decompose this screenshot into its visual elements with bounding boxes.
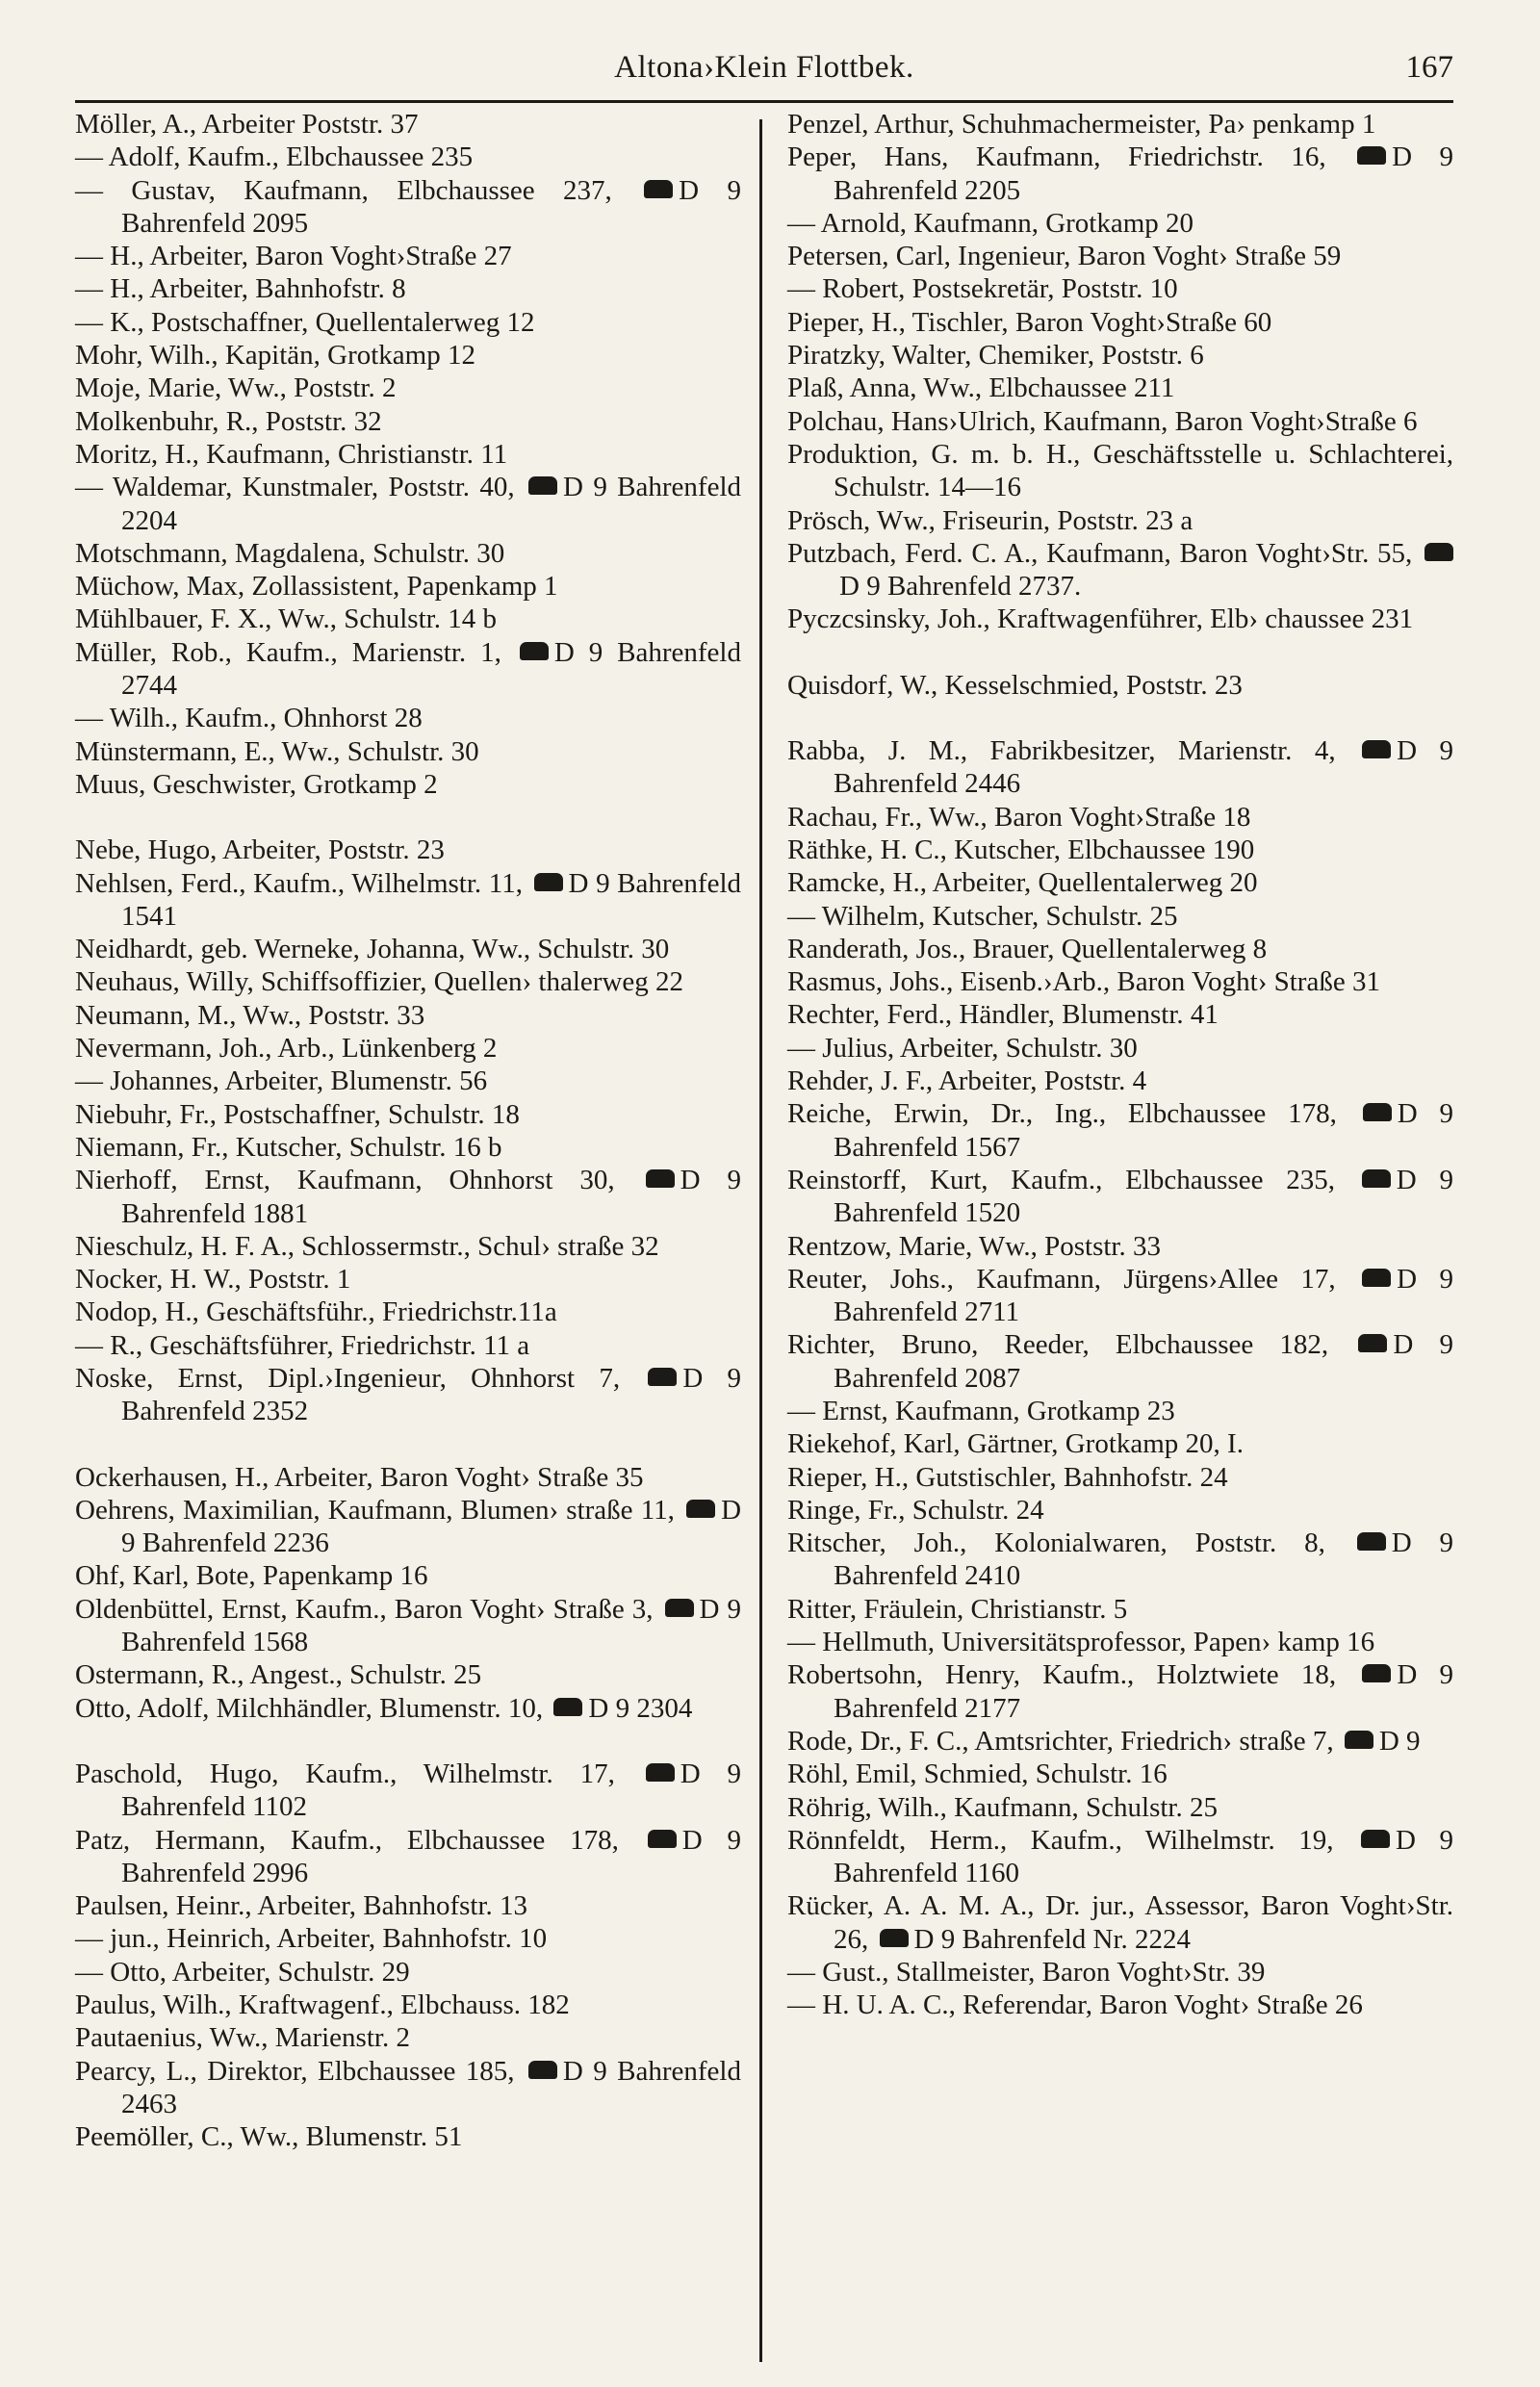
entry-text: Moje, Marie, Ww., Poststr. 2 xyxy=(75,372,397,404)
entry-text: Mohr, Wilh., Kapitän, Grotkamp 12 xyxy=(75,340,475,372)
entry-text: Rode, Dr., F. C., Amtsrichter, Friedrich› straße 7, xyxy=(787,1725,1334,1757)
phone-number: D 9 Bahrenfeld 1567 xyxy=(834,1098,1454,1163)
directory-entry xyxy=(787,207,1453,240)
directory-entry xyxy=(75,1032,741,1065)
directory-entry xyxy=(787,1395,1453,1427)
entry-text: Röhl, Emil, Schmied, Schulstr. 16 xyxy=(787,1758,1168,1790)
entry-text: Räthke, H. C., Kutscher, Elbchaussee 190 xyxy=(787,834,1255,865)
directory-entry xyxy=(75,471,741,537)
telephone-icon xyxy=(1357,1532,1386,1551)
directory-entry xyxy=(787,669,1453,702)
entry-text: Randerath, Jos., Brauer, Quellentalerweg 8 xyxy=(787,933,1268,964)
directory-entry xyxy=(75,1593,741,1659)
entry-text: Rehder, J. F., Arbeiter, Poststr. 4 xyxy=(787,1065,1147,1097)
telephone-icon xyxy=(528,476,557,495)
letter-group-gap xyxy=(787,702,1453,734)
directory-entry xyxy=(75,768,741,801)
entry-text: Pearcy, L., Direktor, Elbchaussee 185, xyxy=(75,2055,515,2087)
phone-number: D 9 Bahrenfeld 1541 xyxy=(121,867,742,932)
entry-text: Oehrens, Maximilian, Kaufmann, Blumen› straße 11, xyxy=(75,1494,675,1526)
entry-text: Nodop, H., Geschäftsführ., Friedrichstr.11a xyxy=(75,1296,557,1328)
entry-text: — Arnold, Kaufmann, Grotkamp 20 xyxy=(787,207,1194,239)
entry-text: Rücker, A. A. M. A., Dr. jur., Assessor, Baron Voght›Str. 26, xyxy=(787,1890,1453,1955)
entry-text: Polchau, Hans›Ulrich, Kaufmann, Baron Voght›Straße 6 xyxy=(787,405,1418,437)
entry-text: — Waldemar, Kunstmaler, Poststr. 40, xyxy=(75,472,515,503)
entry-text: Petersen, Carl, Ingenieur, Baron Voght› Straße 59 xyxy=(787,241,1342,272)
directory-entry xyxy=(75,2021,741,2054)
directory-entry xyxy=(75,339,741,372)
entry-text: Pautaenius, Ww., Marienstr. 2 xyxy=(75,2022,410,2054)
directory-entry xyxy=(787,965,1453,998)
entry-text: — Hellmuth, Universitätsprofessor, Papen› kamp 16 xyxy=(787,1627,1375,1658)
entry-text: Richter, Bruno, Reeder, Elbchaussee 182, xyxy=(787,1329,1329,1361)
entry-text: Paulus, Wilh., Kraftwagenf., Elbchauss. 182 xyxy=(75,1989,570,2021)
letter-group-gap xyxy=(75,801,741,834)
entry-text: Quisdorf, W., Kesselschmied, Poststr. 23 xyxy=(787,669,1243,701)
telephone-icon xyxy=(646,1169,675,1188)
directory-entry xyxy=(787,1989,1453,2021)
directory-entry xyxy=(75,306,741,339)
left-column xyxy=(75,108,741,2154)
directory-entry xyxy=(787,1956,1453,1989)
page-number: 167 xyxy=(1405,50,1453,85)
entry-text: — Otto, Arbeiter, Schulstr. 29 xyxy=(75,1956,410,1988)
directory-entry xyxy=(75,702,741,734)
entry-text: Piratzky, Walter, Chemiker, Poststr. 6 xyxy=(787,340,1204,372)
directory-entry xyxy=(75,537,741,570)
directory-entry xyxy=(75,272,741,305)
entry-text: — R., Geschäftsführer, Friedrichstr. 11 a xyxy=(75,1329,530,1361)
directory-entry xyxy=(787,1494,1453,1527)
phone-number: D 9 Bahrenfeld 2095 xyxy=(121,174,741,239)
directory-entry xyxy=(75,1824,741,1890)
entry-text: Rasmus, Johs., Eisenb.›Arb., Baron Voght› Straße 31 xyxy=(787,966,1380,998)
entry-text: Pyczcsinsky, Joh., Kraftwagenführer, Elb› chaussee 231 xyxy=(787,603,1414,635)
directory-entry xyxy=(75,603,741,635)
directory-entry xyxy=(787,900,1453,933)
directory-entry xyxy=(787,372,1453,404)
entry-text: Rönnfeldt, Herm., Kaufm., Wilhelmstr. 19, xyxy=(787,1824,1334,1856)
directory-entry xyxy=(75,1989,741,2021)
directory-entry xyxy=(75,2055,741,2121)
directory-entry xyxy=(75,141,741,173)
phone-number: D 9 Bahrenfeld 1520 xyxy=(834,1164,1454,1229)
directory-entry xyxy=(787,603,1453,635)
directory-entry xyxy=(787,1725,1453,1758)
entry-text: Produktion, G. m. b. H., Geschäftsstelle u. Schlachterei, Schulstr. 14—16 xyxy=(787,438,1453,503)
directory-entry xyxy=(787,1758,1453,1790)
directory-entry xyxy=(787,801,1453,834)
entry-text: Ringe, Fr., Schulstr. 24 xyxy=(787,1494,1044,1526)
entry-text: Röhrig, Wilh., Kaufmann, Schulstr. 25 xyxy=(787,1791,1218,1823)
telephone-icon xyxy=(1362,740,1391,758)
phone-number: D 9 Bahrenfeld 2737. xyxy=(839,571,1082,603)
directory-entry xyxy=(787,1032,1453,1065)
entry-text: — Wilh., Kaufm., Ohnhorst 28 xyxy=(75,703,423,734)
phone-number: D 9 Bahrenfeld Nr. 2224 xyxy=(913,1923,1192,1955)
header-rule xyxy=(75,100,1453,103)
phone-number: D 9 Bahrenfeld 2352 xyxy=(121,1362,741,1427)
entry-text: Reinstorff, Kurt, Kaufm., Elbchaussee 235, xyxy=(787,1164,1335,1195)
phone-number: D 9 Bahrenfeld 2177 xyxy=(834,1659,1454,1724)
phone-number: D 9 Bahrenfeld 2410 xyxy=(834,1527,1454,1592)
telephone-icon xyxy=(1362,1169,1391,1188)
phone-number: D 9 Bahrenfeld 2744 xyxy=(121,636,741,702)
directory-entry xyxy=(75,1658,741,1691)
telephone-icon xyxy=(644,180,673,198)
directory-entry xyxy=(787,141,1453,207)
entry-text: Rabba, J. M., Fabrikbesitzer, Marienstr. 4, xyxy=(787,735,1336,767)
entry-text: — jun., Heinrich, Arbeiter, Bahnhofstr. 10 xyxy=(75,1923,548,1955)
entry-text: Paulsen, Heinr., Arbeiter, Bahnhofstr. 13 xyxy=(75,1890,528,1922)
entry-text: Noske, Ernst, Dipl.›Ingenieur, Ohnhorst 7, xyxy=(75,1362,621,1394)
entry-text: — K., Postschaffner, Quellentalerweg 12 xyxy=(75,306,535,338)
directory-entry xyxy=(787,1593,1453,1626)
entry-text: Ramcke, H., Arbeiter, Quellentalerweg 20 xyxy=(787,867,1258,899)
running-title: Altona›Klein Flottbek. xyxy=(614,50,914,85)
entry-text: — H. U. A. C., Referendar, Baron Voght› Straße 26 xyxy=(787,1989,1363,2021)
directory-entry xyxy=(75,1065,741,1097)
entry-text: Plaß, Anna, Ww., Elbchaussee 211 xyxy=(787,372,1175,404)
entry-text: Rieper, H., Gutstischler, Bahnhofstr. 24 xyxy=(787,1461,1228,1493)
telephone-icon xyxy=(528,2061,557,2079)
phone-number: D 9 2304 xyxy=(588,1692,693,1724)
telephone-icon xyxy=(1361,1830,1390,1848)
directory-entry xyxy=(75,834,741,866)
letter-group-gap xyxy=(75,1725,741,1758)
telephone-icon xyxy=(1345,1731,1373,1749)
directory-entry xyxy=(787,272,1453,305)
directory-entry xyxy=(787,438,1453,504)
directory-entry xyxy=(75,1296,741,1328)
telephone-icon xyxy=(1362,1269,1391,1287)
directory-entry xyxy=(787,405,1453,438)
entry-text: Patz, Hermann, Kaufm., Elbchaussee 178, xyxy=(75,1824,619,1856)
telephone-icon xyxy=(1358,1334,1387,1352)
directory-entry xyxy=(75,405,741,438)
directory-entry xyxy=(787,1824,1453,1890)
directory-entry xyxy=(787,1461,1453,1494)
phone-number: D 9 Bahrenfeld 1102 xyxy=(121,1758,742,1823)
directory-entry xyxy=(75,108,741,141)
entry-text: Münstermann, E., Ww., Schulstr. 30 xyxy=(75,735,479,767)
entry-text: — H., Arbeiter, Bahnhofstr. 8 xyxy=(75,273,406,305)
directory-entry xyxy=(75,1230,741,1263)
entry-text: Ockerhausen, H., Arbeiter, Baron Voght› Straße 35 xyxy=(75,1461,644,1493)
directory-entry xyxy=(75,933,741,965)
telephone-icon xyxy=(534,873,563,891)
entry-text: Niemann, Fr., Kutscher, Schulstr. 16 b xyxy=(75,1131,502,1163)
entry-text: Rachau, Fr., Ww., Baron Voght›Straße 18 xyxy=(787,801,1251,833)
directory-entry xyxy=(787,734,1453,801)
entry-text: Penzel, Arthur, Schuhmachermeister, Pa› penkamp 1 xyxy=(787,109,1376,140)
entry-text: Robertsohn, Henry, Kaufm., Holztwiete 18, xyxy=(787,1659,1337,1691)
entry-text: Mühlbauer, F. X., Ww., Schulstr. 14 b xyxy=(75,603,497,635)
entry-text: Peemöller, C., Ww., Blumenstr. 51 xyxy=(75,2121,463,2153)
entry-text: Peper, Hans, Kaufmann, Friedrichstr. 16, xyxy=(787,141,1326,173)
entry-text: Ohf, Karl, Bote, Papenkamp 16 xyxy=(75,1560,428,1592)
entry-text: Muus, Geschwister, Grotkamp 2 xyxy=(75,768,438,800)
entry-text: Otto, Adolf, Milchhändler, Blumenstr. 10, xyxy=(75,1692,544,1724)
directory-entry xyxy=(787,108,1453,141)
entry-text: — Julius, Arbeiter, Schulstr. 30 xyxy=(787,1032,1138,1064)
entry-text: Prösch, Ww., Friseurin, Poststr. 23 a xyxy=(787,504,1194,536)
directory-entry xyxy=(75,438,741,471)
directory-entry xyxy=(787,1626,1453,1658)
directory-entry xyxy=(787,1889,1453,1956)
directory-entry xyxy=(787,1065,1453,1097)
directory-entry xyxy=(787,1791,1453,1824)
entry-text: Müller, Rob., Kaufm., Marienstr. 1, xyxy=(75,636,501,668)
directory-entry xyxy=(787,1427,1453,1460)
letter-group-gap xyxy=(787,636,1453,669)
phone-number: D 9 Bahrenfeld 2446 xyxy=(834,735,1453,800)
entry-text: Motschmann, Magdalena, Schulstr. 30 xyxy=(75,537,505,569)
directory-entry xyxy=(787,537,1453,603)
phone-number: D 9 Bahrenfeld 1568 xyxy=(121,1593,742,1658)
directory-entry xyxy=(787,933,1453,965)
entry-text: Neuhaus, Willy, Schiffsoffizier, Quellen› thalerweg 22 xyxy=(75,966,684,998)
entry-text: Pieper, H., Tischler, Baron Voght›Straße 60 xyxy=(787,306,1272,338)
directory-entry xyxy=(787,1658,1453,1725)
directory-entry xyxy=(787,998,1453,1031)
telephone-icon xyxy=(553,1698,582,1716)
entry-text: Nocker, H. W., Poststr. 1 xyxy=(75,1264,351,1296)
directory-entry xyxy=(75,999,741,1032)
phone-number: D 9 Bahrenfeld 2236 xyxy=(121,1494,742,1559)
directory-entry xyxy=(75,1692,741,1725)
directory-entry xyxy=(787,1527,1453,1593)
entry-text: Nieschulz, H. F. A., Schlossermstr., Schul› straße 32 xyxy=(75,1230,659,1262)
directory-entry xyxy=(75,867,741,934)
entry-text: Rentzow, Marie, Ww., Poststr. 33 xyxy=(787,1230,1161,1262)
directory-entry xyxy=(75,1362,741,1428)
entry-text: Riekehof, Karl, Gärtner, Grotkamp 20, I. xyxy=(787,1428,1244,1460)
entry-text: Möller, A., Arbeiter Poststr. 37 xyxy=(75,109,419,140)
entry-text: Neumann, M., Ww., Poststr. 33 xyxy=(75,999,425,1031)
phone-number: D 9 Bahrenfeld 2087 xyxy=(834,1329,1453,1394)
directory-entry xyxy=(75,1559,741,1592)
directory-entry xyxy=(75,636,741,703)
directory-entry xyxy=(75,1098,741,1131)
entry-text: Nehlsen, Ferd., Kaufm., Wilhelmstr. 11, xyxy=(75,867,523,899)
entry-text: — Gustav, Kaufmann, Elbchaussee 237, xyxy=(75,174,612,206)
phone-number: D 9 Bahrenfeld 2204 xyxy=(121,472,742,536)
telephone-icon xyxy=(1363,1103,1392,1121)
telephone-icon xyxy=(648,1368,677,1386)
directory-entry xyxy=(75,1889,741,1922)
entry-text: Nebe, Hugo, Arbeiter, Poststr. 23 xyxy=(75,834,445,866)
telephone-icon xyxy=(1424,543,1453,561)
phone-number: D 9 Bahrenfeld 1881 xyxy=(121,1165,741,1229)
entry-text: — Gust., Stallmeister, Baron Voght›Str. 39 xyxy=(787,1957,1266,1989)
entry-text: Reiche, Erwin, Dr., Ing., Elbchaussee 178, xyxy=(787,1098,1337,1130)
entry-text: Müchow, Max, Zollassistent, Papenkamp 1 xyxy=(75,571,558,603)
entry-text: Putzbach, Ferd. C. A., Kaufmann, Baron Voght›Str. 55, xyxy=(787,537,1413,569)
directory-entry xyxy=(75,1922,741,1955)
entry-text: — Wilhelm, Kutscher, Schulstr. 25 xyxy=(787,900,1178,932)
directory-entry xyxy=(75,1461,741,1494)
phone-number: D 9 Bahrenfeld 2205 xyxy=(834,141,1453,206)
entry-text: Ostermann, R., Angest., Schulstr. 25 xyxy=(75,1659,482,1691)
phone-number: D 9 Bahrenfeld 2463 xyxy=(121,2055,741,2119)
entry-text: — Adolf, Kaufm., Elbchaussee 235 xyxy=(75,141,474,173)
right-column xyxy=(787,108,1453,2022)
directory-entry xyxy=(787,306,1453,339)
directory-entry xyxy=(75,965,741,998)
telephone-icon xyxy=(1357,146,1386,165)
directory-entry xyxy=(75,1164,741,1230)
directory-entry xyxy=(75,1329,741,1362)
telephone-icon xyxy=(648,1830,677,1848)
entry-text: Neidhardt, geb. Werneke, Johanna, Ww., Schulstr. 30 xyxy=(75,934,670,965)
directory-entry xyxy=(787,339,1453,372)
letter-group-gap xyxy=(75,1428,741,1461)
directory-entry xyxy=(787,866,1453,899)
telephone-icon xyxy=(1362,1664,1391,1682)
directory-entry xyxy=(75,1494,741,1560)
entry-text: Rechter, Ferd., Händler, Blumenstr. 41 xyxy=(787,999,1219,1031)
directory-entry xyxy=(787,240,1453,272)
directory-entry xyxy=(75,1131,741,1164)
entry-text: Moritz, H., Kaufmann, Christianstr. 11 xyxy=(75,438,508,470)
entry-text: Ritscher, Joh., Kolonialwaren, Poststr. 8, xyxy=(787,1527,1325,1559)
entry-text: Nevermann, Joh., Arb., Lünkenberg 2 xyxy=(75,1033,498,1065)
directory-entry xyxy=(787,1097,1453,1164)
directory-entry xyxy=(75,2120,741,2153)
directory-entry xyxy=(75,735,741,768)
directory-entry xyxy=(787,1230,1453,1263)
directory-entry xyxy=(787,504,1453,537)
directory-entry xyxy=(75,372,741,404)
entry-text: Paschold, Hugo, Kaufm., Wilhelmstr. 17, xyxy=(75,1758,615,1789)
telephone-icon xyxy=(646,1763,675,1782)
phone-number: D 9 Bahrenfeld 2996 xyxy=(121,1824,741,1888)
entry-text: Ritter, Fräulein, Christianstr. 5 xyxy=(787,1593,1128,1625)
entry-text: Niebuhr, Fr., Postschaffner, Schulstr. 18 xyxy=(75,1098,520,1130)
directory-entry xyxy=(75,1263,741,1296)
telephone-icon xyxy=(665,1599,694,1617)
directory-entry xyxy=(75,174,741,241)
telephone-icon xyxy=(880,1929,909,1947)
directory-entry xyxy=(75,570,741,603)
entry-text: Oldenbüttel, Ernst, Kaufm., Baron Voght› Straße 3, xyxy=(75,1593,654,1625)
entry-text: — Johannes, Arbeiter, Blumenstr. 56 xyxy=(75,1065,488,1097)
directory-entry xyxy=(75,1956,741,1989)
telephone-icon xyxy=(686,1500,715,1518)
phone-number: D 9 xyxy=(1378,1725,1421,1757)
phone-number: D 9 Bahrenfeld 1160 xyxy=(834,1824,1454,1889)
directory-entry xyxy=(787,834,1453,866)
directory-entry xyxy=(75,240,741,272)
page-header xyxy=(75,44,1453,92)
entry-text: Molkenbuhr, R., Poststr. 32 xyxy=(75,405,382,437)
directory-entry xyxy=(75,1758,741,1824)
entry-text: Nierhoff, Ernst, Kaufmann, Ohnhorst 30, xyxy=(75,1165,615,1196)
phone-number: D 9 Bahrenfeld 2711 xyxy=(834,1263,1453,1328)
column-divider xyxy=(759,119,762,2362)
entry-text: — Robert, Postsekretär, Poststr. 10 xyxy=(787,273,1178,305)
telephone-icon xyxy=(520,642,549,660)
directory-entry xyxy=(787,1328,1453,1395)
entry-text: — H., Arbeiter, Baron Voght›Straße 27 xyxy=(75,241,512,272)
directory-entry xyxy=(787,1263,1453,1329)
directory-entry xyxy=(787,1164,1453,1230)
entry-text: Reuter, Johs., Kaufmann, Jürgens›Allee 17, xyxy=(787,1263,1336,1295)
entry-text: — Ernst, Kaufmann, Grotkamp 23 xyxy=(787,1395,1175,1426)
